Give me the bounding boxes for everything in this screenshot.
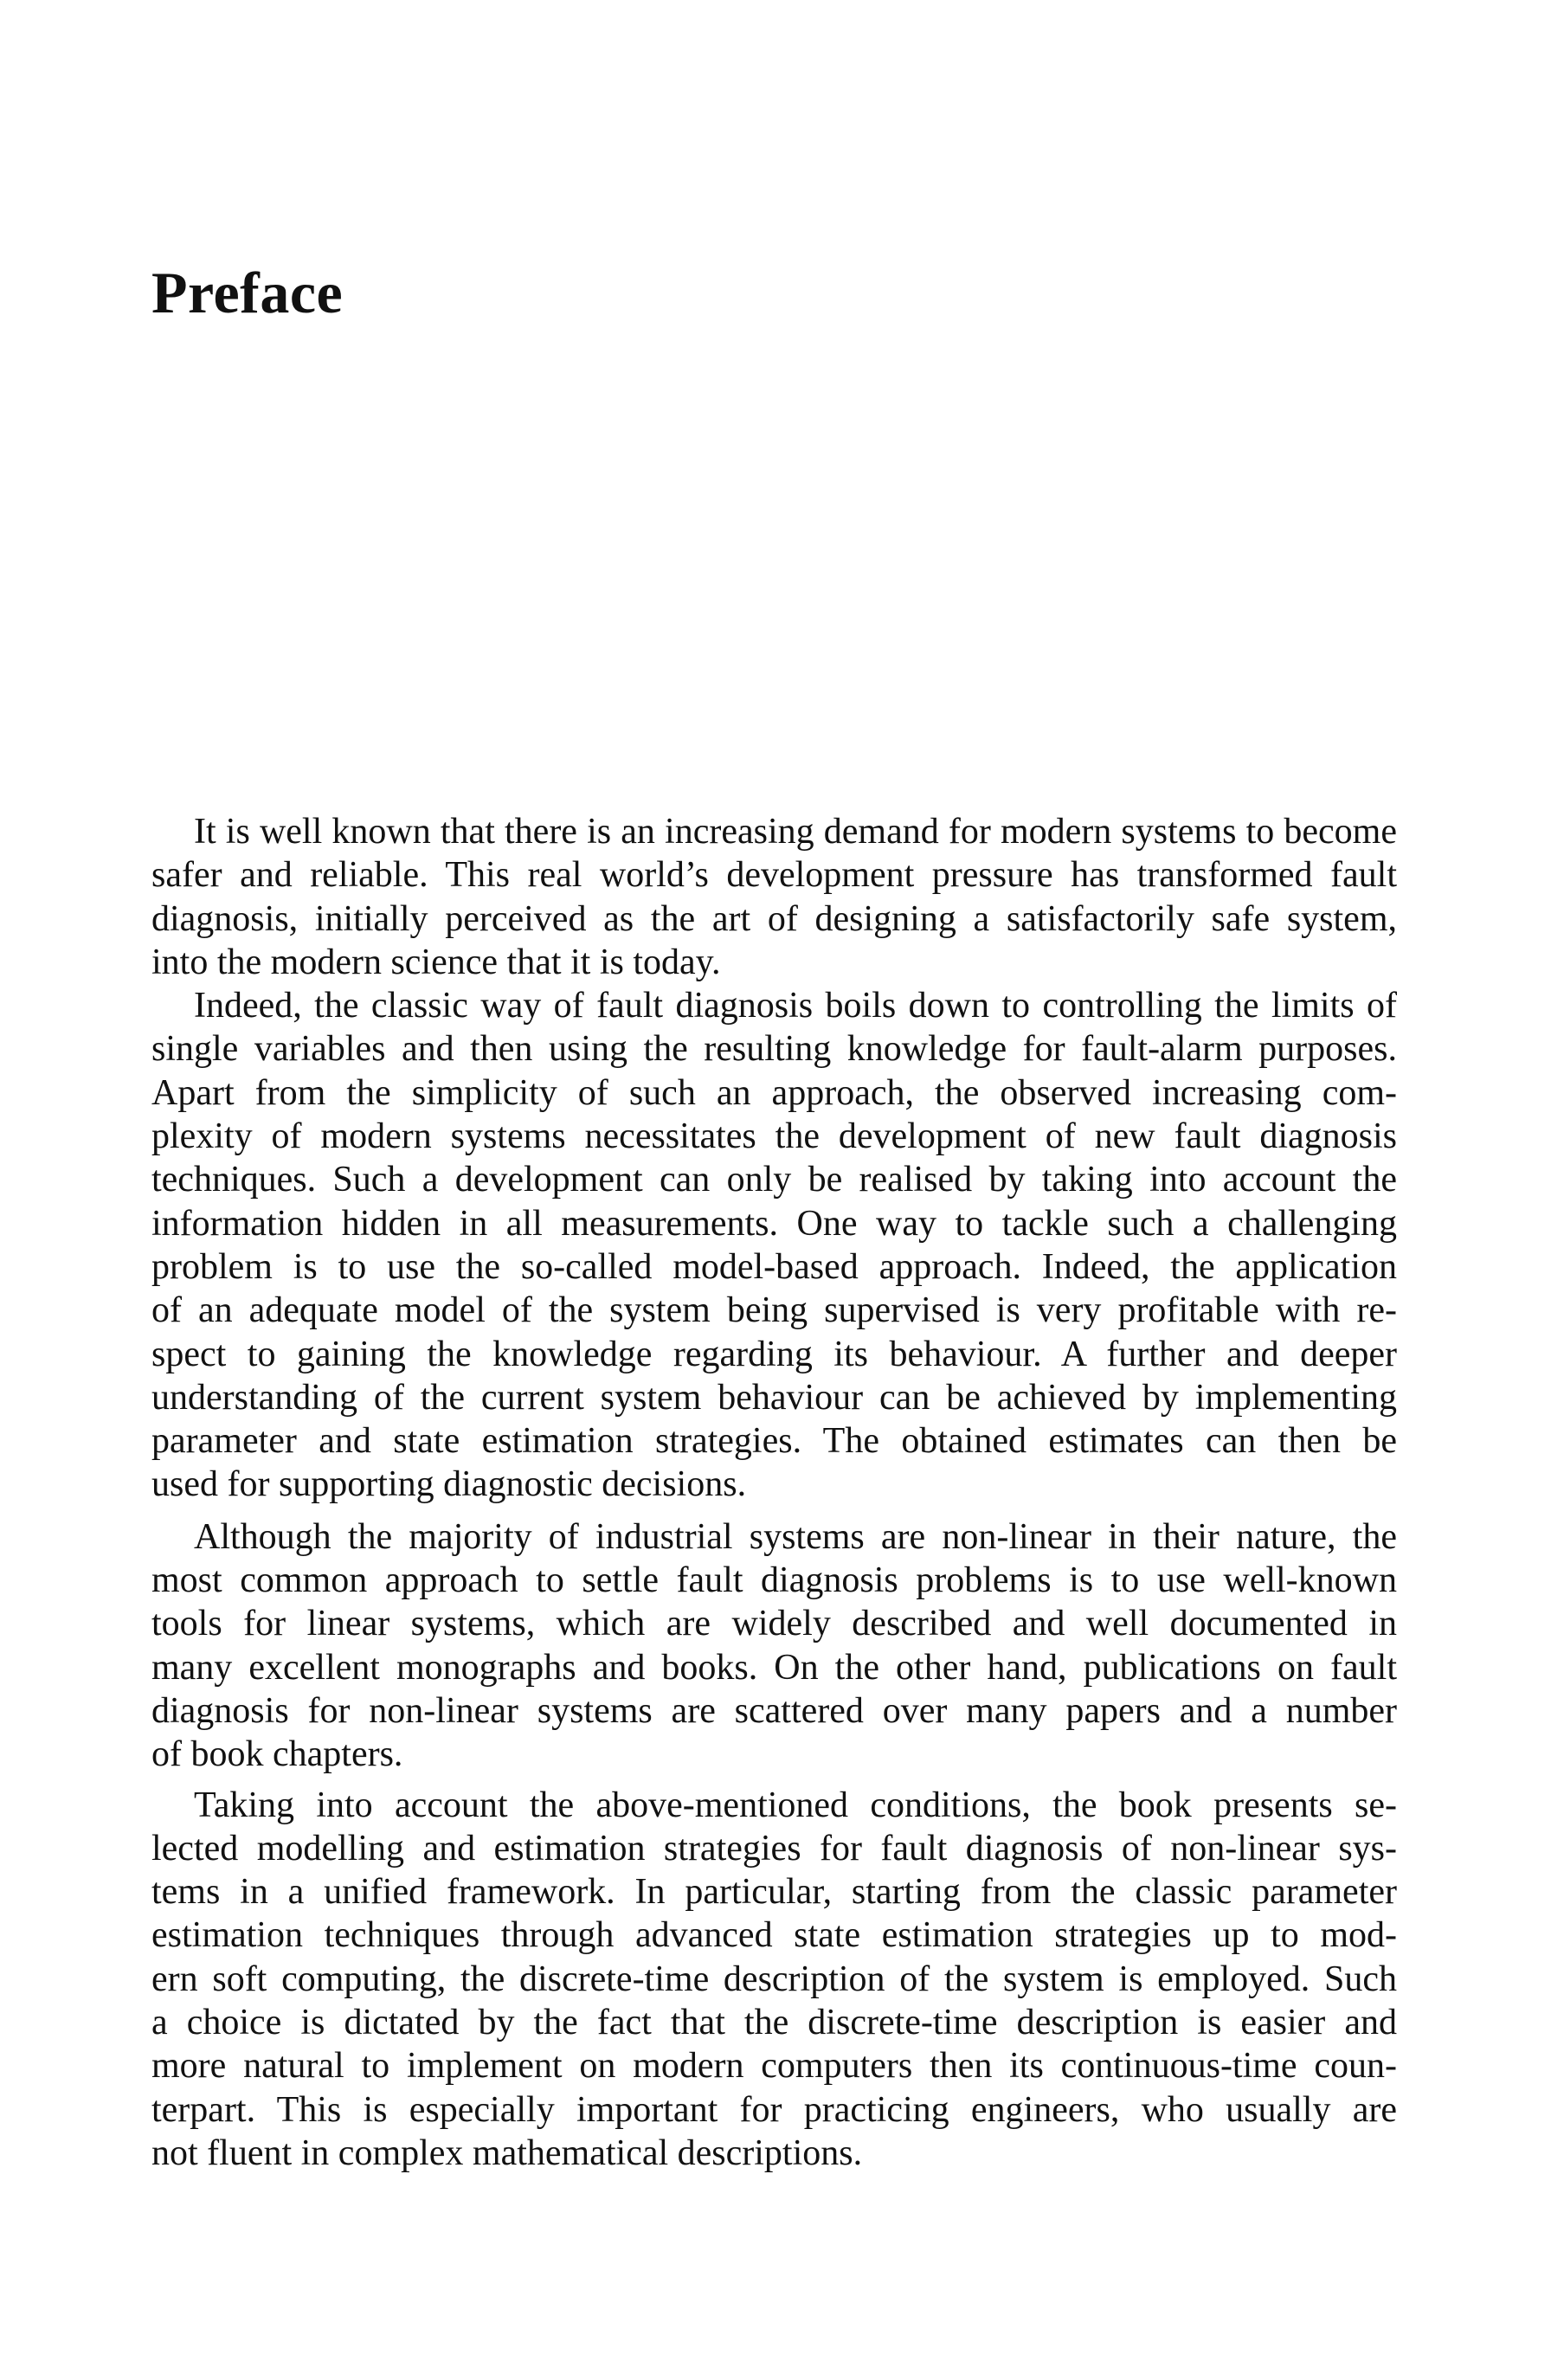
text-line: into the modern science that it is today. [151, 942, 721, 982]
paragraph [151, 810, 1397, 984]
text-line: diagnosis, initially perceived as the art of designing a satisfactorily safe system, [151, 898, 1397, 939]
text-line: single variables and then using the resulting knowledge for fault-alarm purposes. [151, 1029, 1397, 1070]
text-line: spect to gaining the knowledge regarding its behaviour. A further and deeper [151, 1334, 1397, 1374]
text-line: ern soft computing, the discrete-time description of the system is employed. Such [151, 1959, 1397, 1999]
text-line: lected modelling and estimation strategies for fault diagnosis of non-linear sys- [151, 1828, 1397, 1869]
text-line: Although the majority of industrial systems are non-linear in their nature, the [194, 1516, 1397, 1557]
text-line: tems in a unified framework. In particular, starting from the classic parameter [151, 1872, 1397, 1913]
text-line: a choice is dictated by the fact that the discrete-time description is easier and [151, 2003, 1397, 2043]
text-line: many excellent monographs and books. On the other hand, publications on fault [151, 1647, 1397, 1688]
text-line: more natural to implement on modern computers then its continuous-time coun- [151, 2046, 1397, 2087]
text-line: tools for linear systems, which are widely described and well documented in [151, 1604, 1397, 1644]
text-line: techniques. Such a development can only be realised by taking into account the [151, 1160, 1397, 1200]
text-line: of book chapters. [151, 1734, 403, 1775]
text-line: Taking into account the above-mentioned conditions, the book presents se- [194, 1785, 1397, 1825]
text-line: Apart from the simplicity of such an approach, the observed increasing com- [151, 1072, 1397, 1113]
text-line: diagnosis for non-linear systems are scattered over many papers and a number [151, 1690, 1397, 1731]
text-line: most common approach to settle fault diagnosis problems is to use well-known [151, 1560, 1397, 1601]
text-line: understanding of the current system behaviour can be achieved by implementing [151, 1377, 1397, 1418]
text-line: Indeed, the classic way of fault diagnosis boils down to controlling the limits of [194, 986, 1397, 1026]
text-line: information hidden in all measurements. One way to tackle such a challenging [151, 1203, 1397, 1244]
text-line: not fluent in complex mathematical descriptions. [151, 2132, 863, 2173]
paragraph [151, 984, 1397, 1507]
text-line: parameter and state estimation strategies. The obtained estimates can then be [151, 1421, 1397, 1462]
text-line: It is well known that there is an increasing demand for modern systems to become [194, 812, 1397, 852]
text-line: estimation techniques through advanced state estimation strategies up to mod- [151, 1915, 1397, 1956]
preface-body [151, 810, 1397, 2175]
text-line: of an adequate model of the system being supervised is very profitable with re- [151, 1290, 1397, 1331]
text-line: safer and reliable. This real world’s development pressure has transformed fault [151, 855, 1397, 896]
paragraph [151, 1515, 1397, 1777]
text-line: problem is to use the so-called model-based approach. Indeed, the application [151, 1246, 1397, 1287]
paragraph [151, 1784, 1397, 2176]
chapter-title: Preface [151, 260, 344, 325]
text-line: used for supporting diagnostic decisions. [151, 1464, 747, 1505]
text-line: terpart. This is especially important for practicing engineers, who usually are [151, 2089, 1397, 2130]
text-line: plexity of modern systems necessitates the development of new fault diagnosis [151, 1116, 1397, 1157]
